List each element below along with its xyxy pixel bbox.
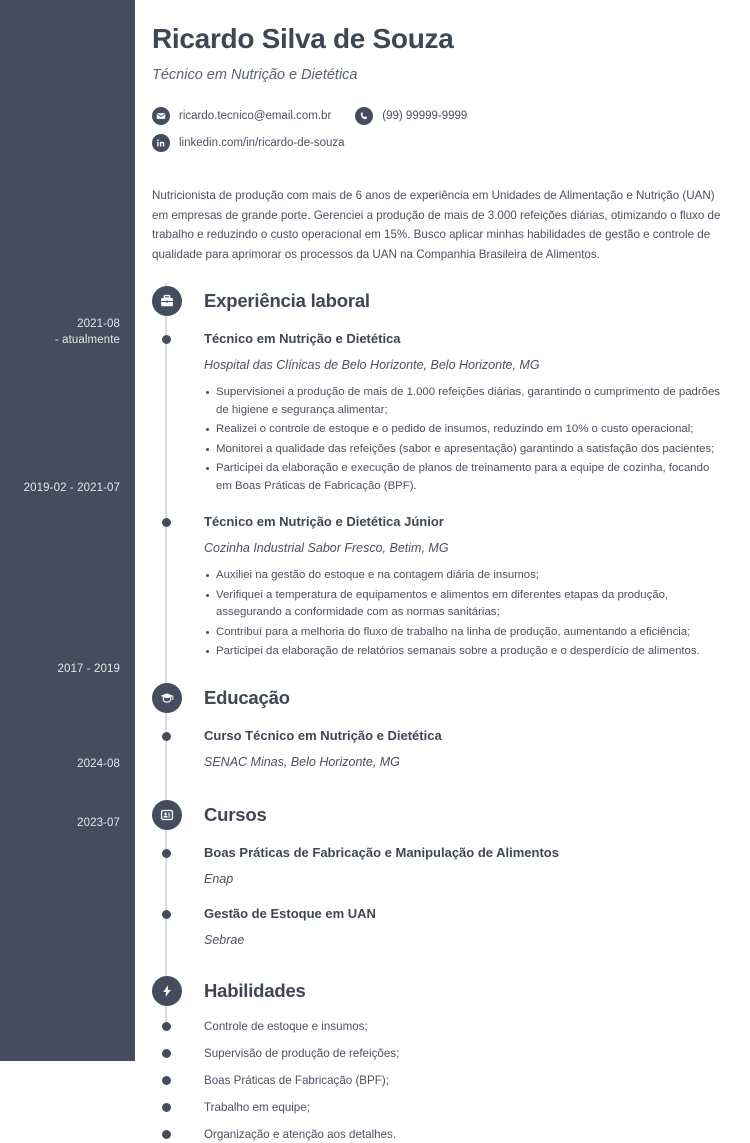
section-header-education — [152, 683, 750, 713]
header — [135, 0, 750, 152]
experience-entry — [152, 330, 750, 495]
course-provider: Enap — [204, 871, 234, 886]
skill-label: Organização e atenção aos detalhes. — [204, 1127, 397, 1141]
skill-item — [152, 1127, 750, 1143]
section-education — [135, 683, 750, 771]
presentation-icon — [152, 800, 182, 830]
list-item: Realizei o controle de estoque e o pedido de insumos, reduzindo em 10% o custo operacional; — [204, 421, 726, 439]
contact-email[interactable] — [152, 107, 331, 125]
experience-entry-body — [204, 330, 750, 495]
contact-linkedin-text: linkedin.com/in/ricardo-de-souza — [179, 137, 345, 149]
section-title-skills: Habilidades — [204, 979, 306, 1001]
section-header-experience — [152, 286, 750, 316]
course-provider: Sebrae — [204, 932, 245, 947]
list-item: Monitorei a qualidade das refeições (sabor e apresentação) garantindo a satisfação dos pacientes; — [204, 441, 726, 459]
contact-phone-text: (99) 99999-9999 — [382, 110, 468, 122]
timeline-dot — [162, 335, 171, 344]
course-title: Boas Práticas de Fabricação e Manipulação de Alimentos — [204, 844, 559, 860]
section-title-experience: Experiência laboral — [204, 290, 370, 311]
course-entry — [152, 844, 750, 888]
course-entry-body — [204, 905, 750, 949]
timeline-dot — [162, 1130, 171, 1139]
list-item: Auxiliei na gestão do estoque e na contagem diária de insumos; — [204, 567, 726, 585]
skill-label: Controle de estoque e insumos; — [204, 1019, 368, 1033]
date-line-1: 2024-08 — [77, 758, 120, 770]
page-title: Ricardo Silva de Souza — [152, 23, 454, 54]
date-label-education-0 — [0, 661, 135, 677]
section-skills — [135, 976, 750, 1143]
section-courses — [135, 800, 750, 949]
section-header-courses — [152, 800, 750, 830]
education-entry — [152, 727, 750, 771]
job-title: Técnico em Nutrição e Dietética — [152, 67, 358, 83]
linkedin-icon — [152, 134, 170, 152]
list-item: Participei da elaboração e execução de planos de treinamento para a equipe de cozinha, focando em Boas Práticas de Fabricação (BPF). — [204, 460, 726, 495]
list-item: Participei da elaboração de relatórios semanais sobre a produção e o desperdício de alimentos. — [204, 643, 726, 661]
skill-label: Trabalho em equipe; — [204, 1100, 310, 1114]
graduation-cap-icon — [152, 683, 182, 713]
skill-label: Boas Práticas de Fabricação (BPF); — [204, 1073, 389, 1087]
timeline-dot — [162, 1022, 171, 1031]
contact-row — [152, 107, 726, 125]
timeline-dot — [162, 1103, 171, 1112]
skill-item — [152, 1073, 750, 1089]
timeline-dot — [162, 1076, 171, 1085]
education-entry-body — [204, 727, 750, 771]
experience-title: Técnico em Nutrição e Dietética — [204, 331, 401, 346]
timeline-dot — [162, 849, 171, 858]
course-title: Gestão de Estoque em UAN — [204, 905, 376, 921]
date-label-experience-1 — [0, 480, 135, 496]
lightning-bolt-icon — [152, 976, 182, 1006]
timeline-dot — [162, 1049, 171, 1058]
experience-employer: Hospital das Clínicas de Belo Horizonte, Belo Horizonte, MG — [204, 358, 540, 372]
skill-item — [152, 1100, 750, 1116]
experience-bullets — [204, 567, 726, 661]
date-label-courses-1 — [0, 815, 135, 831]
timeline-dot — [162, 518, 171, 527]
date-line-1: 2023-07 — [77, 817, 120, 829]
skill-label: Supervisão de produção de refeições; — [204, 1046, 400, 1060]
contact-list — [152, 107, 726, 152]
date-label-courses-0 — [0, 756, 135, 772]
skill-item — [152, 1046, 750, 1062]
date-label-experience-0 — [0, 316, 135, 348]
phone-icon — [355, 107, 373, 125]
section-header-skills — [152, 976, 750, 1006]
list-item: Contribuí para a melhoria do fluxo de trabalho na linha de produção, aumentando a eficiência; — [204, 624, 726, 642]
skill-item — [152, 1019, 750, 1035]
date-line-2: - atualmente — [54, 334, 120, 346]
section-title-education: Educação — [204, 686, 290, 708]
section-title-courses: Cursos — [204, 803, 267, 825]
briefcase-icon — [152, 286, 182, 316]
experience-bullets — [204, 384, 726, 495]
experience-entry — [152, 513, 750, 661]
contact-row — [152, 134, 726, 152]
section-experience — [135, 286, 750, 661]
envelope-icon — [152, 107, 170, 125]
timeline-dot — [162, 732, 171, 741]
contact-phone[interactable] — [355, 107, 467, 125]
contact-linkedin[interactable] — [152, 134, 345, 152]
date-line-1: 2017 - 2019 — [57, 663, 120, 675]
course-entry-body — [204, 844, 750, 888]
experience-title: Técnico em Nutrição e Dietética Júnior — [204, 514, 444, 529]
experience-entry-body — [204, 513, 750, 661]
date-line-1: 2019-02 - 2021-07 — [23, 482, 120, 494]
sidebar — [0, 0, 135, 1061]
education-title: Curso Técnico em Nutrição e Dietética — [204, 727, 442, 743]
summary-text: Nutricionista de produção com mais de 6 anos de experiência em Unidades de Alimentação e Nutrição (UAN) em empresas de grande porte. Gerenciei a produção de mais de 3.000 refeições diárias, otimizando o fluxo de trabalho e reduzindo o custo operacional em 15%. Busco aplicar minhas habilidades de gestão e controle de qualidade para aprimorar os processos da UAN na Companhia Brasileira de Alimentos. — [152, 189, 721, 261]
course-entry — [152, 905, 750, 949]
timeline-dot — [162, 910, 171, 919]
main-column — [135, 0, 750, 1141]
list-item: Verifiquei a temperatura de equipamentos e alimentos em diferentes etapas da produção, assegurando a conformidade com as normas sanitárias; — [204, 587, 726, 622]
education-institution: SENAC Minas, Belo Horizonte, MG — [204, 754, 400, 769]
contact-email-text: ricardo.tecnico@email.com.br — [179, 110, 332, 122]
date-line-1: 2021-08 — [77, 318, 120, 330]
list-item: Supervisionei a produção de mais de 1.000 refeições diárias, garantindo o cumprimento de padrões de higiene e segurança alimentar; — [204, 384, 726, 419]
experience-employer: Cozinha Industrial Sabor Fresco, Betim, MG — [204, 541, 449, 555]
